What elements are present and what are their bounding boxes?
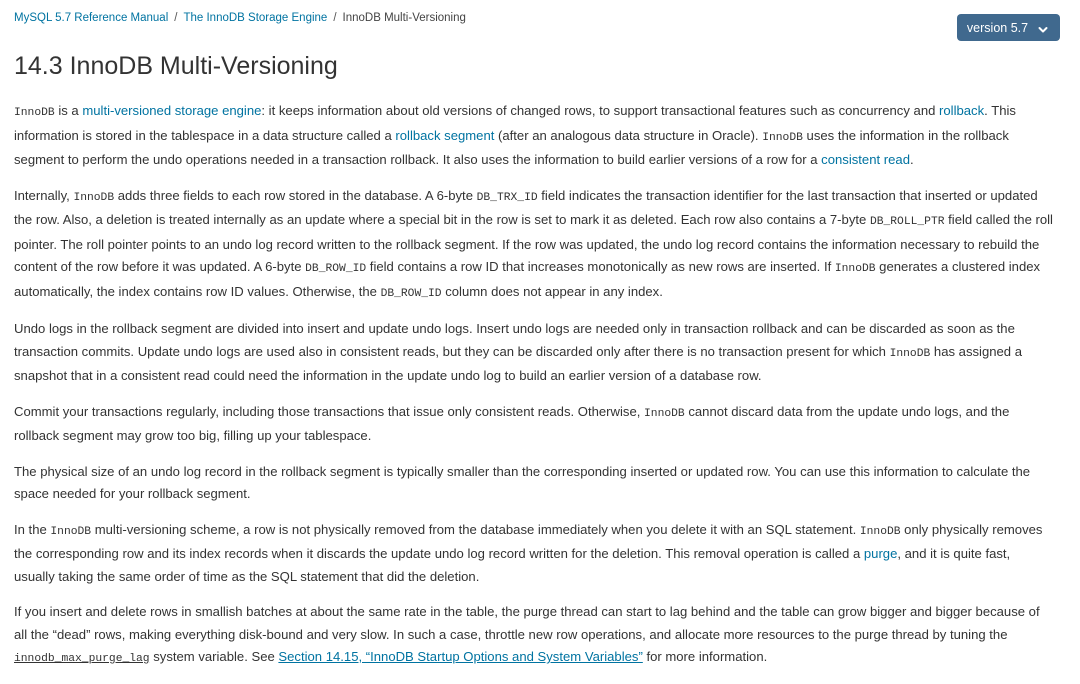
inline-code: InnoDB — [644, 407, 685, 420]
inline-code: DB_ROLL_PTR — [869, 216, 945, 228]
inline-code: InnoDB — [889, 347, 931, 360]
text: only physically removes the corresponding row and its index records when it discards the update undo log record written for the deletion. This removal operation is called a — [14, 521, 1043, 561]
text: multi-versioning scheme, a row is not physically removed from the database immediately when you delete it with an SQL statement. — [91, 521, 860, 537]
link-consistent-read[interactable]: consistent read — [821, 152, 910, 167]
inline-code: InnoDB — [14, 107, 55, 119]
text: system variable. See — [149, 649, 279, 664]
text: Undo logs in the rollback segment are divided into insert and update undo logs. Insert undo logs are needed only in transaction rollback and can be discarded as soon as the transaction commits. Update undo logs are used also in consistent reads, but they can be discarded only after there is no transaction present for which — [14, 321, 1015, 359]
text: : it keeps information about old versions of changed rows, to support transactional features such as concurrency and — [261, 103, 940, 118]
breadcrumb-current: InnoDB Multi-Versioning — [342, 12, 466, 24]
inline-code: DB_ROW_ID — [305, 263, 367, 275]
page-title: 14.3 InnoDB Multi-Versioning — [14, 52, 338, 80]
inline-code: InnoDB — [50, 525, 92, 538]
inline-code-link-innodb-max-purge-lag[interactable]: innodb_max_purge_lag — [14, 653, 150, 665]
paragraph — [14, 461, 1054, 506]
version-select-button[interactable] — [957, 14, 1060, 41]
inline-code: DB_ROW_ID — [380, 287, 442, 300]
text: . This information is stored in the tablespace in a data structure called a — [14, 103, 1016, 143]
paragraph — [14, 318, 1054, 388]
breadcrumb-separator: / — [174, 12, 178, 24]
breadcrumb-separator: / — [333, 12, 337, 24]
text: In the — [14, 521, 51, 537]
inline-code: InnoDB — [834, 263, 876, 275]
text: field contains a row ID that increases monotonically as new rows are inserted. If — [366, 259, 835, 274]
text: The physical size of an undo log record in the rollback segment is typically smaller than the corresponding inserted or updated row. You can use this information to calculate the space needed for your rollback segment. — [14, 463, 1031, 501]
inline-code: InnoDB — [859, 525, 901, 538]
text: column does not appear in any index. — [441, 283, 663, 299]
text: cannot discard data from the update undo logs, and the rollback segment may grow too big, filling up your tablespace. — [14, 403, 1010, 443]
inline-code: DB_TRX_ID — [476, 191, 538, 204]
text: field called the roll pointer. The roll pointer points to an undo log record written to the rollback segment. If the row was updated, the undo log record contains the information necessary to rebuild the content of the row before it was updated. A 6-byte — [14, 212, 1053, 274]
text: field indicates the transaction identifier for the last transaction that inserted or updated the row. Also, a deletion is treated internally as an update where a special bit in the row is set to mark it as deleted. Each row also contains a 7-byte — [14, 187, 1038, 227]
text: If you insert and delete rows in smallish batches at about the same rate in the table, the purge thread can start to lag behind and the table can grow bigger and bigger because of all the “dead” rows, making everything disk-bound and very slow. In such a case, throttle new row operations, and allocate more resources to the purge thread by tuning the — [14, 604, 1040, 642]
paragraph — [14, 601, 1054, 671]
link-section-14-15[interactable]: Section 14.15, “InnoDB Startup Options and System Variables” — [278, 649, 643, 664]
link-rollback[interactable]: rollback — [939, 103, 985, 118]
text: uses the information in the rollback segment to perform the undo operations needed in a transaction rollback. It also uses the information to build earlier versions of a row for a — [14, 127, 1009, 167]
link-purge[interactable]: purge — [863, 546, 898, 561]
version-label: version 5.7 — [966, 20, 1029, 35]
text: has assigned a snapshot that in a consistent read could need the information in the update undo log to build an earlier version of a database row. — [14, 343, 1023, 383]
paragraph — [14, 401, 1054, 448]
text: . — [909, 152, 914, 167]
breadcrumb — [14, 11, 466, 25]
text: is a — [54, 103, 83, 118]
chevron-down-icon — [1038, 24, 1048, 34]
breadcrumb-link-innodb-storage-engine[interactable]: The InnoDB Storage Engine — [183, 12, 328, 24]
text: , and it is quite fast, usually taking the same order of time as the SQL statement that did the deletion. — [14, 546, 1011, 584]
inline-code: InnoDB — [73, 191, 115, 204]
text: for more information. — [642, 649, 768, 664]
paragraph — [14, 519, 1054, 589]
text: adds three fields to each row stored in the database. A 6-byte — [114, 187, 477, 203]
paragraph — [14, 100, 1054, 172]
inline-code: InnoDB — [762, 131, 803, 144]
link-rollback-segment[interactable]: rollback segment — [395, 127, 495, 143]
article-body — [14, 100, 1054, 684]
link-multi-versioned-storage-engine[interactable]: multi-versioned storage engine — [82, 103, 262, 118]
text: generates a clustered index automatically, the index contains row ID values. Otherwise, the — [14, 259, 1041, 299]
text: Commit your transactions regularly, including those transactions that issue only consistent reads. Otherwise, — [14, 403, 645, 419]
text: (after an analogous data structure in Oracle). — [494, 127, 763, 143]
paragraph — [14, 185, 1054, 306]
breadcrumb-link-manual[interactable]: MySQL 5.7 Reference Manual — [14, 12, 169, 24]
text: Internally, — [14, 187, 74, 203]
